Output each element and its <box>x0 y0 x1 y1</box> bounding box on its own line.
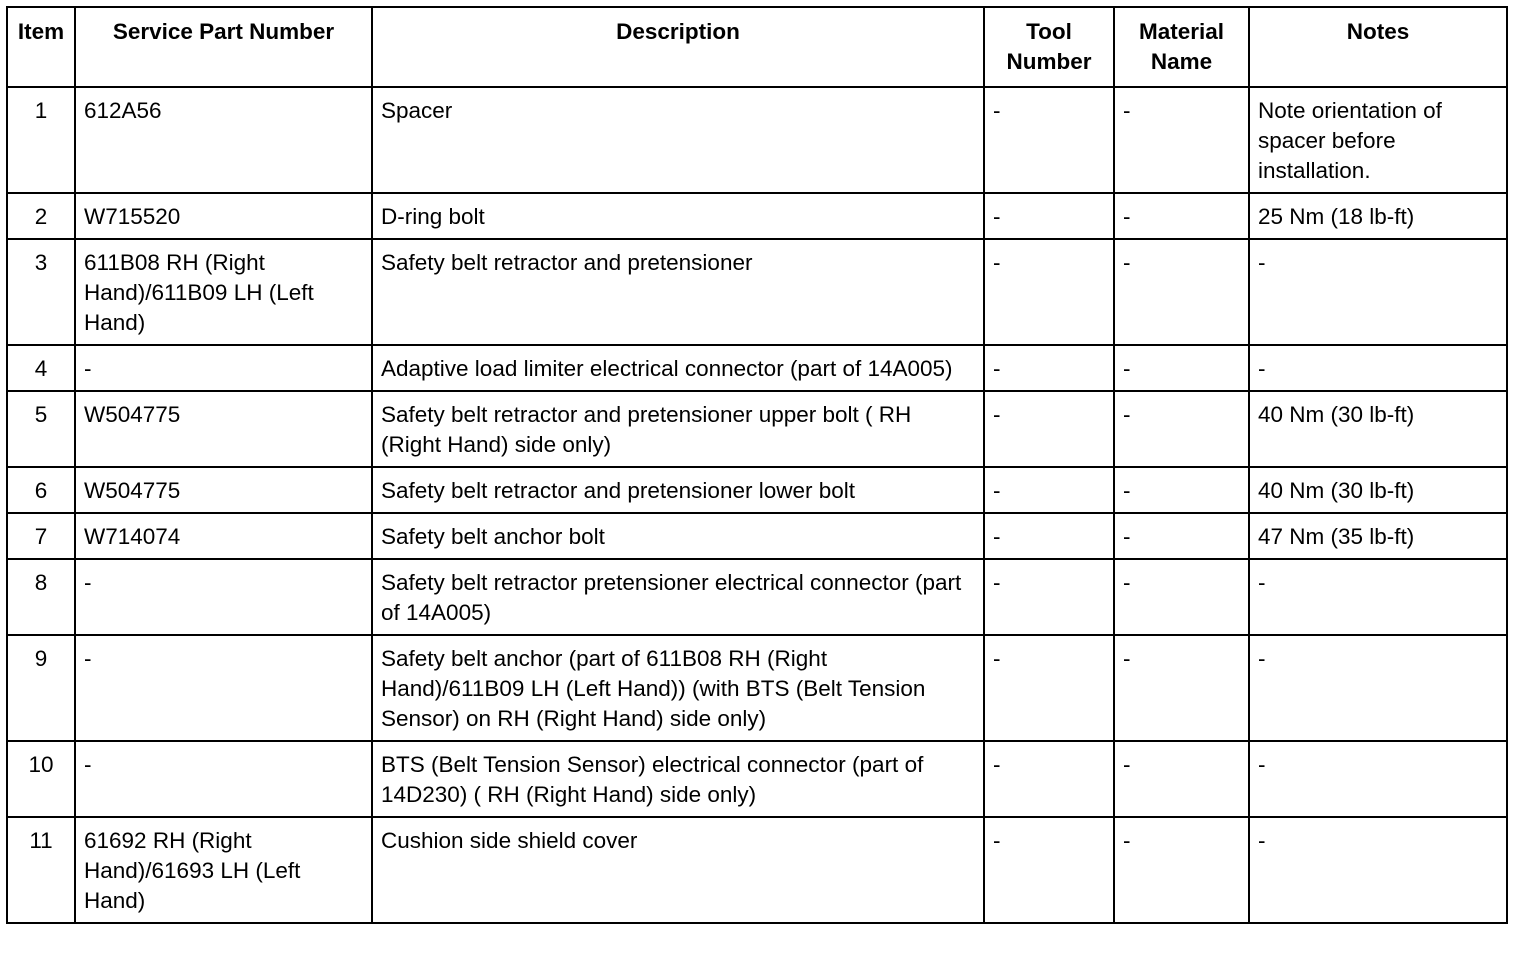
cell-notes: - <box>1249 635 1507 741</box>
cell-notes: Note orientation of spacer before installation. <box>1249 87 1507 193</box>
cell-service-part-number: 611B08 RH (Right Hand)/611B09 LH (Left Hand) <box>75 239 372 345</box>
table-body <box>7 87 1507 923</box>
cell-service-part-number: W714074 <box>75 513 372 559</box>
cell-notes: - <box>1249 741 1507 817</box>
cell-service-part-number: - <box>75 345 372 391</box>
cell-material-name: - <box>1114 559 1249 635</box>
header-service-part-number: Service Part Number <box>75 7 372 87</box>
cell-item: 1 <box>7 87 75 193</box>
cell-material-name: - <box>1114 193 1249 239</box>
cell-description: Safety belt retractor pretensioner electrical connector (part of 14A005) <box>372 559 984 635</box>
cell-tool-number: - <box>984 635 1114 741</box>
cell-service-part-number: W715520 <box>75 193 372 239</box>
cell-service-part-number: 612A56 <box>75 87 372 193</box>
table-row <box>7 635 1507 741</box>
cell-description: Cushion side shield cover <box>372 817 984 923</box>
header-description: Description <box>372 7 984 87</box>
cell-material-name: - <box>1114 741 1249 817</box>
cell-service-part-number: - <box>75 559 372 635</box>
cell-item: 6 <box>7 467 75 513</box>
cell-notes: - <box>1249 239 1507 345</box>
cell-material-name: - <box>1114 513 1249 559</box>
parts-table <box>6 6 1508 924</box>
cell-service-part-number: W504775 <box>75 467 372 513</box>
cell-service-part-number: W504775 <box>75 391 372 467</box>
table-row <box>7 741 1507 817</box>
table-header <box>7 7 1507 87</box>
cell-material-name: - <box>1114 239 1249 345</box>
cell-tool-number: - <box>984 239 1114 345</box>
cell-service-part-number: - <box>75 741 372 817</box>
cell-tool-number: - <box>984 741 1114 817</box>
cell-notes: 40 Nm (30 lb-ft) <box>1249 391 1507 467</box>
cell-item: 2 <box>7 193 75 239</box>
table-row <box>7 193 1507 239</box>
cell-tool-number: - <box>984 345 1114 391</box>
cell-description: Adaptive load limiter electrical connector (part of 14A005) <box>372 345 984 391</box>
cell-material-name: - <box>1114 345 1249 391</box>
cell-item: 4 <box>7 345 75 391</box>
header-notes: Notes <box>1249 7 1507 87</box>
cell-item: 8 <box>7 559 75 635</box>
cell-description: Safety belt retractor and pretensioner upper bolt ( RH (Right Hand) side only) <box>372 391 984 467</box>
table-row <box>7 345 1507 391</box>
cell-material-name: - <box>1114 817 1249 923</box>
cell-notes: 40 Nm (30 lb-ft) <box>1249 467 1507 513</box>
cell-tool-number: - <box>984 513 1114 559</box>
cell-material-name: - <box>1114 467 1249 513</box>
header-material-name: Material Name <box>1114 7 1249 87</box>
cell-item: 9 <box>7 635 75 741</box>
cell-notes: - <box>1249 817 1507 923</box>
header-item: Item <box>7 7 75 87</box>
cell-item: 3 <box>7 239 75 345</box>
cell-description: Safety belt retractor and pretensioner lower bolt <box>372 467 984 513</box>
cell-description: D-ring bolt <box>372 193 984 239</box>
header-tool-number: Tool Number <box>984 7 1114 87</box>
table-row <box>7 513 1507 559</box>
table-row <box>7 239 1507 345</box>
cell-item: 5 <box>7 391 75 467</box>
cell-tool-number: - <box>984 817 1114 923</box>
cell-item: 10 <box>7 741 75 817</box>
cell-service-part-number: - <box>75 635 372 741</box>
cell-tool-number: - <box>984 391 1114 467</box>
cell-item: 7 <box>7 513 75 559</box>
cell-description: Safety belt retractor and pretensioner <box>372 239 984 345</box>
cell-notes: 47 Nm (35 lb-ft) <box>1249 513 1507 559</box>
cell-notes: - <box>1249 345 1507 391</box>
table-row <box>7 391 1507 467</box>
table-row <box>7 87 1507 193</box>
cell-tool-number: - <box>984 559 1114 635</box>
cell-description: Spacer <box>372 87 984 193</box>
cell-tool-number: - <box>984 467 1114 513</box>
cell-material-name: - <box>1114 635 1249 741</box>
cell-item: 11 <box>7 817 75 923</box>
cell-description: Safety belt anchor (part of 611B08 RH (Right Hand)/611B09 LH (Left Hand)) (with BTS (Belt Tension Sensor) on RH (Right Hand) side only) <box>372 635 984 741</box>
cell-service-part-number: 61692 RH (Right Hand)/61693 LH (Left Hand) <box>75 817 372 923</box>
cell-description: Safety belt anchor bolt <box>372 513 984 559</box>
header-row <box>7 7 1507 87</box>
cell-tool-number: - <box>984 87 1114 193</box>
cell-material-name: - <box>1114 87 1249 193</box>
table-row <box>7 559 1507 635</box>
table-row <box>7 467 1507 513</box>
table-row <box>7 817 1507 923</box>
cell-notes: - <box>1249 559 1507 635</box>
cell-description: BTS (Belt Tension Sensor) electrical connector (part of 14D230) ( RH (Right Hand) side only) <box>372 741 984 817</box>
cell-notes: 25 Nm (18 lb-ft) <box>1249 193 1507 239</box>
parts-table-container <box>6 6 1508 972</box>
cell-tool-number: - <box>984 193 1114 239</box>
cell-material-name: - <box>1114 391 1249 467</box>
